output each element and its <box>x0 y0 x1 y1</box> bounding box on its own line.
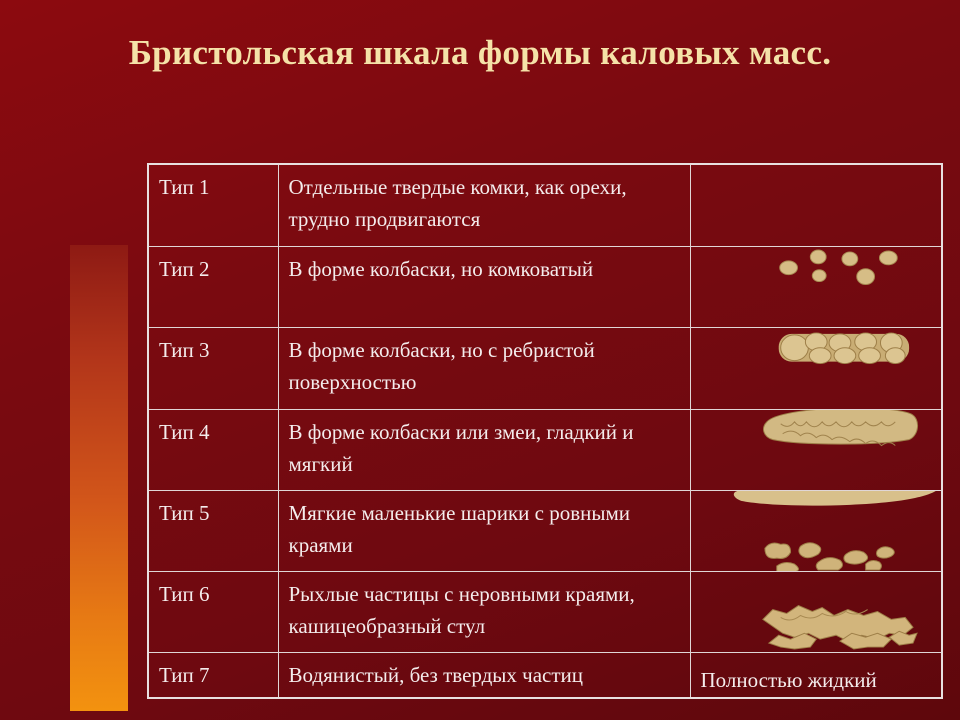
description-cell: В форме колбаски, но с ребристой поверхностью <box>278 327 690 409</box>
type-cell: Тип 5 <box>148 490 278 571</box>
type-cell: Тип 2 <box>148 246 278 327</box>
table-row <box>148 409 942 490</box>
decorative-gradient-bar <box>70 245 128 711</box>
table-row <box>148 571 942 652</box>
image-cell <box>690 571 942 652</box>
image-cell <box>690 327 942 409</box>
table-row <box>148 490 942 571</box>
description-cell: Отдельные твердые комки, как орехи, трудно продвигаются <box>278 164 690 246</box>
type-cell: Тип 1 <box>148 164 278 246</box>
page-title: Бристольская шкала формы каловых масс. <box>128 33 832 72</box>
lumpy-sausage-icon <box>691 247 942 327</box>
image-cell <box>690 652 942 698</box>
table-row <box>148 246 942 327</box>
image-cell <box>690 490 942 571</box>
bristol-table <box>147 163 943 699</box>
description-cell: В форме колбаски или змеи, гладкий и мягкий <box>278 409 690 490</box>
table-row <box>148 164 942 246</box>
cracked-sausage-icon <box>691 328 942 409</box>
smooth-snake-icon <box>691 410 942 490</box>
type-cell: Тип 4 <box>148 409 278 490</box>
description-cell: В форме колбаски, но комковатый <box>278 246 690 327</box>
type-cell: Тип 3 <box>148 327 278 409</box>
table-row <box>148 327 942 409</box>
description-cell: Мягкие маленькие шарики с ровными краями <box>278 490 690 571</box>
image-cell <box>690 246 942 327</box>
liquid-label: Полностью жидкий <box>700 667 877 692</box>
description-cell: Рыхлые частицы с неровными краями, кашицеобразный стул <box>278 571 690 652</box>
description-cell: Водянистый, без твердых частиц <box>278 652 690 698</box>
type-cell: Тип 7 <box>148 652 278 698</box>
table-row <box>148 652 942 698</box>
mushy-pieces-icon <box>691 572 942 652</box>
soft-blobs-icon <box>691 491 942 571</box>
image-cell <box>690 409 942 490</box>
image-cell <box>690 164 942 246</box>
type-cell: Тип 6 <box>148 571 278 652</box>
